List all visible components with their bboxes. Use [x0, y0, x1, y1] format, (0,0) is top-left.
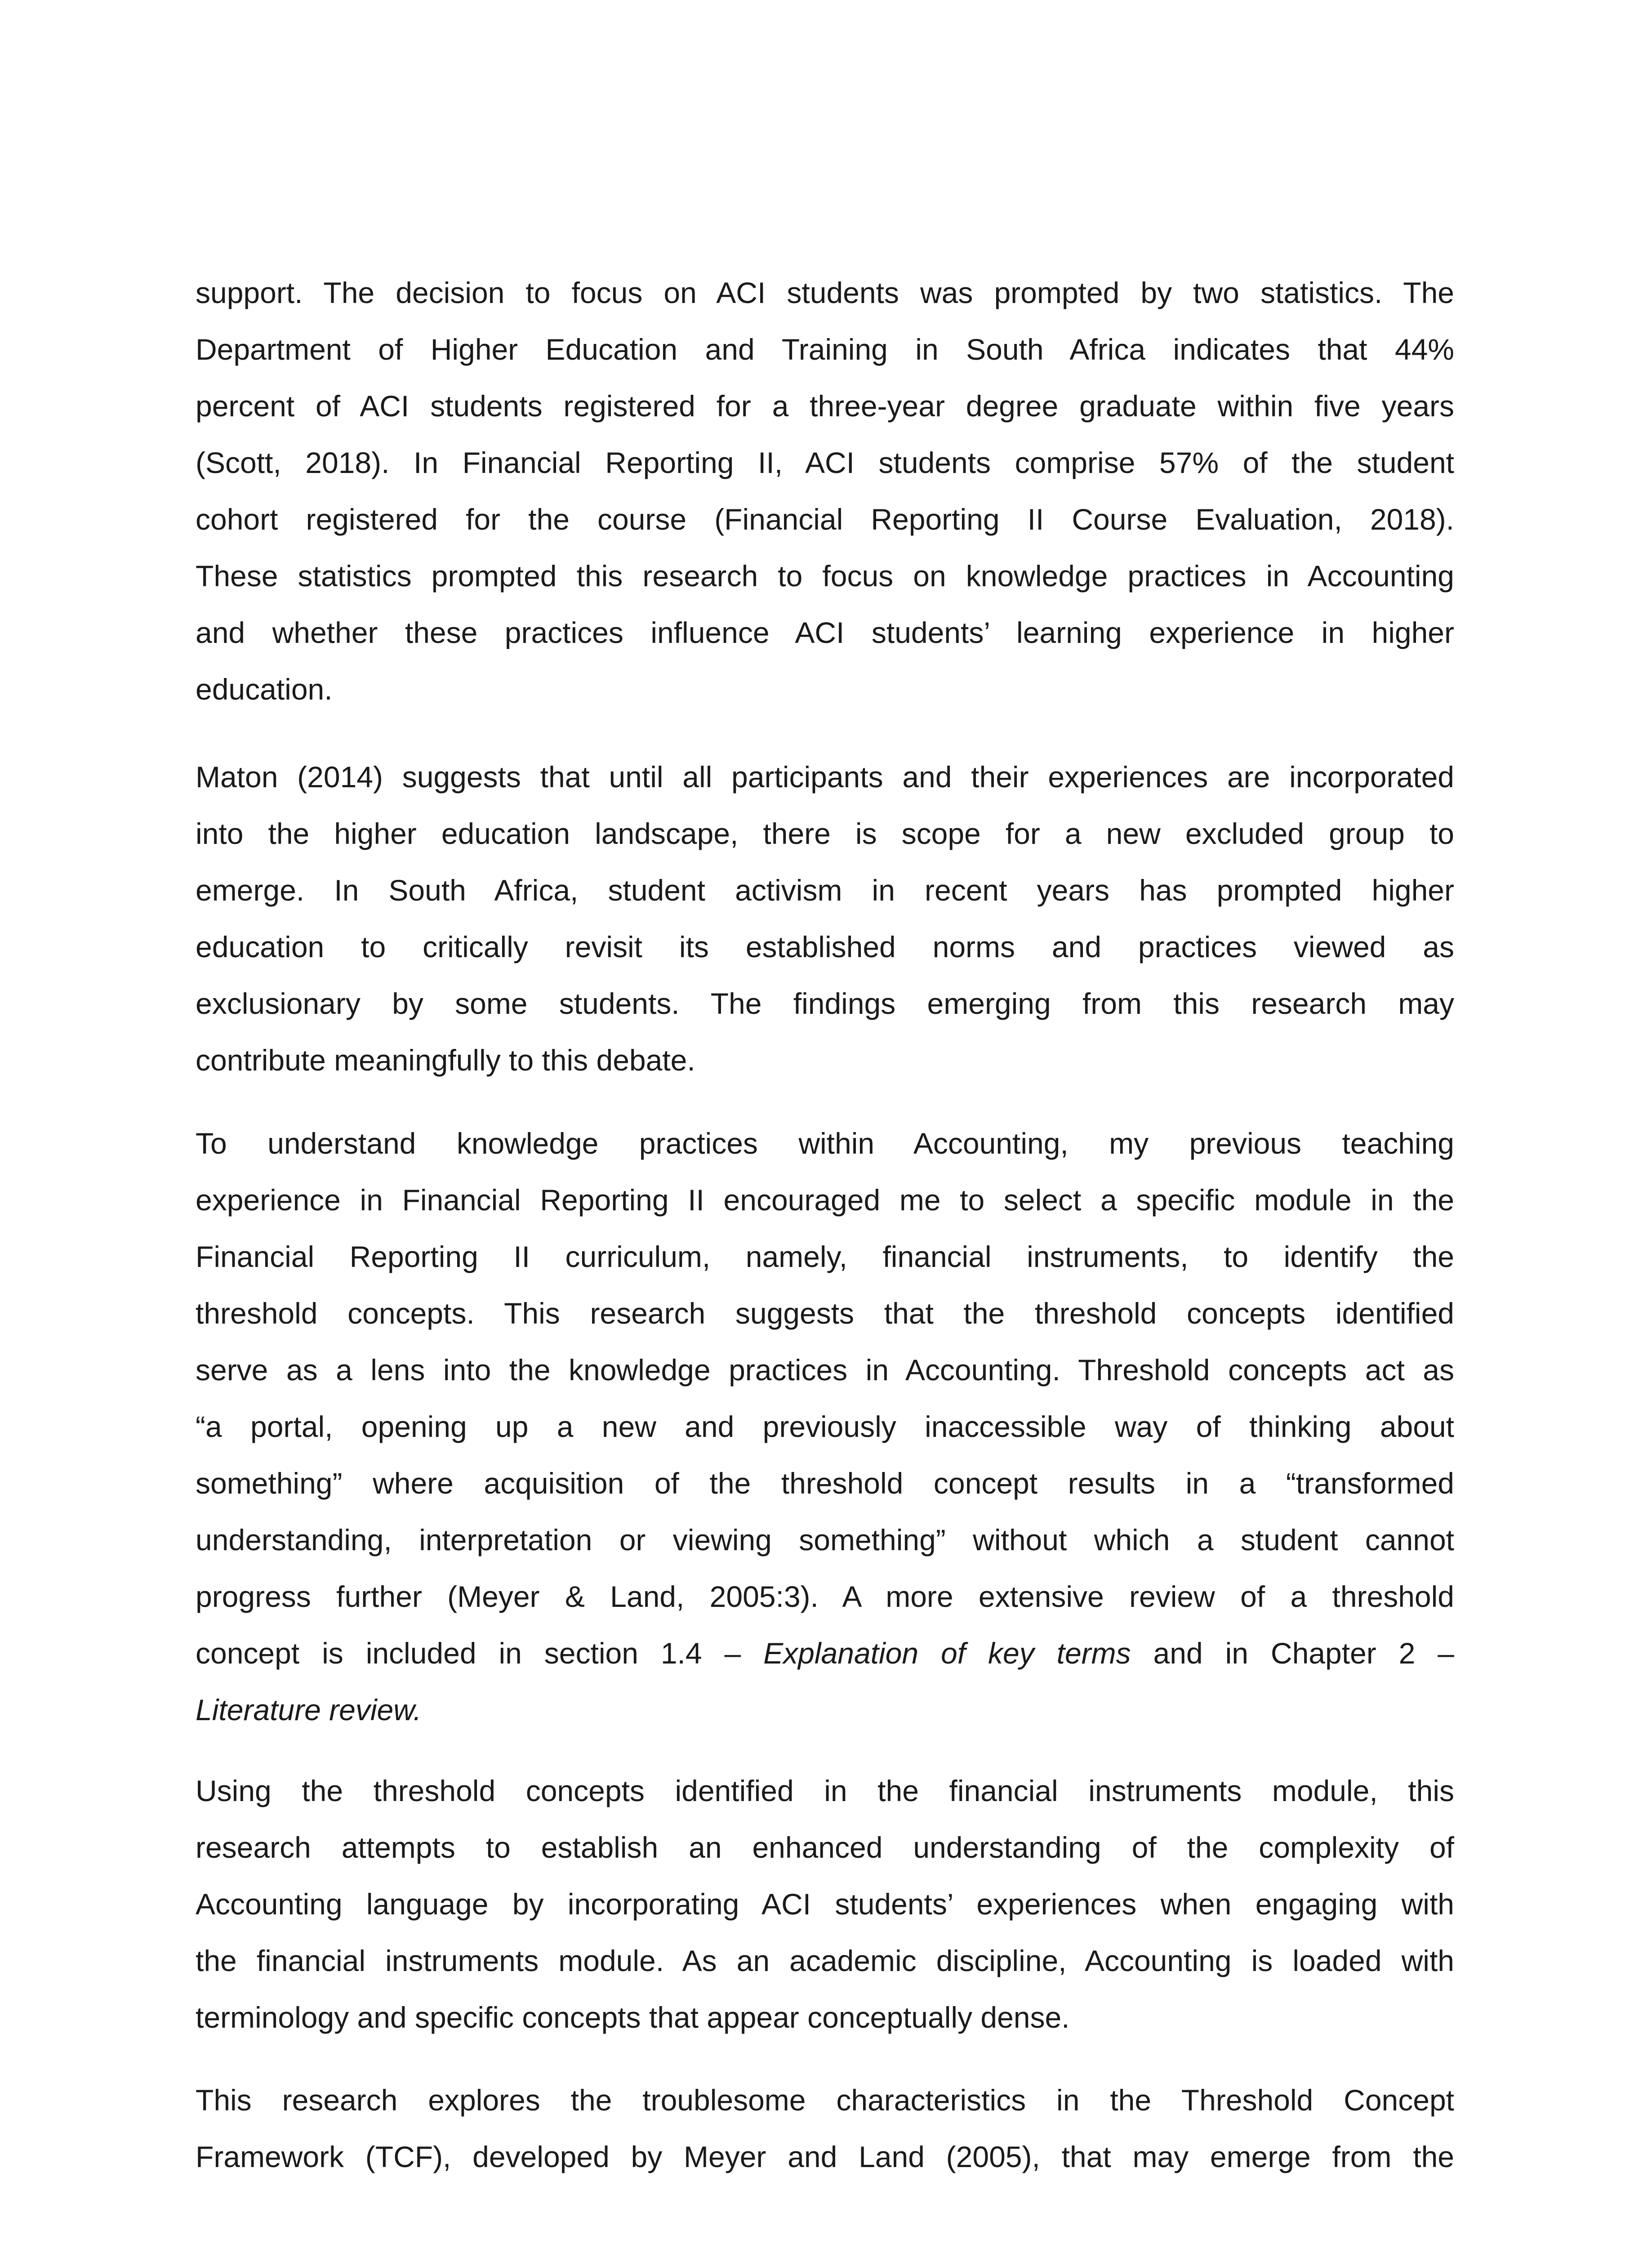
text-line [196, 1932, 1454, 1989]
text-run: Department of Higher Education and Training in South Africa indicates that 44% [196, 333, 1454, 366]
text-line [196, 378, 1454, 434]
text-line [196, 1342, 1454, 1398]
text-run: into the higher education landscape, there is scope for a new excluded group to [196, 817, 1454, 850]
text-run: and in Chapter 2 – [1131, 1637, 1454, 1670]
text-run: research attempts to establish an enhanced understanding of the complexity of [196, 1831, 1454, 1864]
text-run: serve as a lens into the knowledge practices in Accounting. Threshold concepts act as [196, 1353, 1454, 1387]
text-line [196, 1762, 1454, 1819]
paragraph-accounting-language [196, 1762, 1454, 2046]
text-line [196, 1455, 1454, 1512]
text-run: (Scott, 2018). In Financial Reporting II, ACI students comprise 57% of the student [196, 446, 1454, 479]
text-run: and whether these practices influence ACI students’ learning experience in higher [196, 616, 1454, 649]
text-run: emerge. In South Africa, student activism in recent years has prompted higher [196, 874, 1454, 907]
text-run: something” where acquisition of the threshold concept results in a “transformed [196, 1467, 1454, 1500]
text-line [196, 1568, 1454, 1625]
text-run: To understand knowledge practices within Accounting, my previous teaching [196, 1127, 1454, 1160]
paragraph-threshold-concepts [196, 1115, 1454, 1738]
text-line [196, 749, 1454, 805]
text-line [196, 1819, 1454, 1876]
text-line [196, 1398, 1454, 1455]
text-run: understanding, interpretation or viewing something” without which a student cannot [196, 1523, 1454, 1557]
text-run: cohort registered for the course (Financial Reporting II Course Evaluation, 2018). [196, 503, 1454, 536]
text-line [196, 1682, 1454, 1738]
text-line [196, 1876, 1454, 1932]
text-run: Using the threshold concepts identified in the financial instruments module, this [196, 1774, 1454, 1807]
text-line [196, 661, 1454, 718]
text-run: education to critically revisit its established norms and practices viewed as [196, 930, 1454, 963]
text-line [196, 1512, 1454, 1568]
text-run: These statistics prompted this research to focus on knowledge practices in Accounting [196, 559, 1454, 593]
text-run: Accounting language by incorporating ACI students’ experiences when engaging with [196, 1887, 1454, 1921]
paragraph-maton-excluded-group [196, 749, 1454, 1088]
text-line [196, 2072, 1454, 2128]
text-run: Framework (TCF), developed by Meyer and Land (2005), that may emerge from the [196, 2140, 1454, 2173]
text-run: “a portal, opening up a new and previously inaccessible way of thinking about [196, 1410, 1454, 1443]
text-run: experience in Financial Reporting II encouraged me to select a specific module in the [196, 1183, 1454, 1217]
text-line [196, 321, 1454, 378]
text-line [196, 1625, 1454, 1682]
text-line [196, 1989, 1454, 2046]
text-line [196, 1172, 1454, 1228]
text-line [196, 548, 1454, 604]
paragraph-tcf-characteristics [196, 2072, 1454, 2185]
text-run: Financial Reporting II curriculum, namely, financial instruments, to identify the [196, 1240, 1454, 1273]
text-line [196, 434, 1454, 491]
text-line [196, 2128, 1454, 2185]
text-run: support. The decision to focus on ACI students was prompted by two statistics. The [196, 276, 1454, 309]
italic-text: Explanation of key terms [763, 1637, 1131, 1670]
text-run: contribute meaningfully to this debate. [196, 1044, 695, 1077]
text-line [196, 604, 1454, 661]
text-run: threshold concepts. This research suggests that the threshold concepts identified [196, 1297, 1454, 1330]
text-line [196, 1115, 1454, 1172]
text-run: progress further (Meyer & Land, 2005:3). A more extensive review of a threshold [196, 1580, 1454, 1613]
text-run: education. [196, 673, 333, 706]
text-run: exclusionary by some students. The findings emerging from this research may [196, 987, 1454, 1020]
text-line [196, 491, 1454, 548]
text-run: the financial instruments module. As an academic discipline, Accounting is loaded with [196, 1944, 1454, 1977]
text-run: percent of ACI students registered for a three-year degree graduate within five years [196, 389, 1454, 423]
text-run: This research explores the troublesome characteristics in the Threshold Concept [196, 2083, 1454, 2117]
text-line [196, 862, 1454, 919]
italic-text: Literature review. [196, 1693, 422, 1726]
paragraph-aci-statistics [196, 264, 1454, 718]
text-line [196, 1032, 1454, 1088]
text-line [196, 1285, 1454, 1342]
text-line [196, 919, 1454, 975]
text-run: concept is included in section 1.4 – [196, 1637, 764, 1670]
text-line [196, 1228, 1454, 1285]
text-line [196, 805, 1454, 862]
text-run: terminology and specific concepts that appear conceptually dense. [196, 2001, 1070, 2034]
text-line [196, 975, 1454, 1032]
text-run: Maton (2014) suggests that until all participants and their experiences are incorporated [196, 760, 1454, 794]
text-line [196, 264, 1454, 321]
